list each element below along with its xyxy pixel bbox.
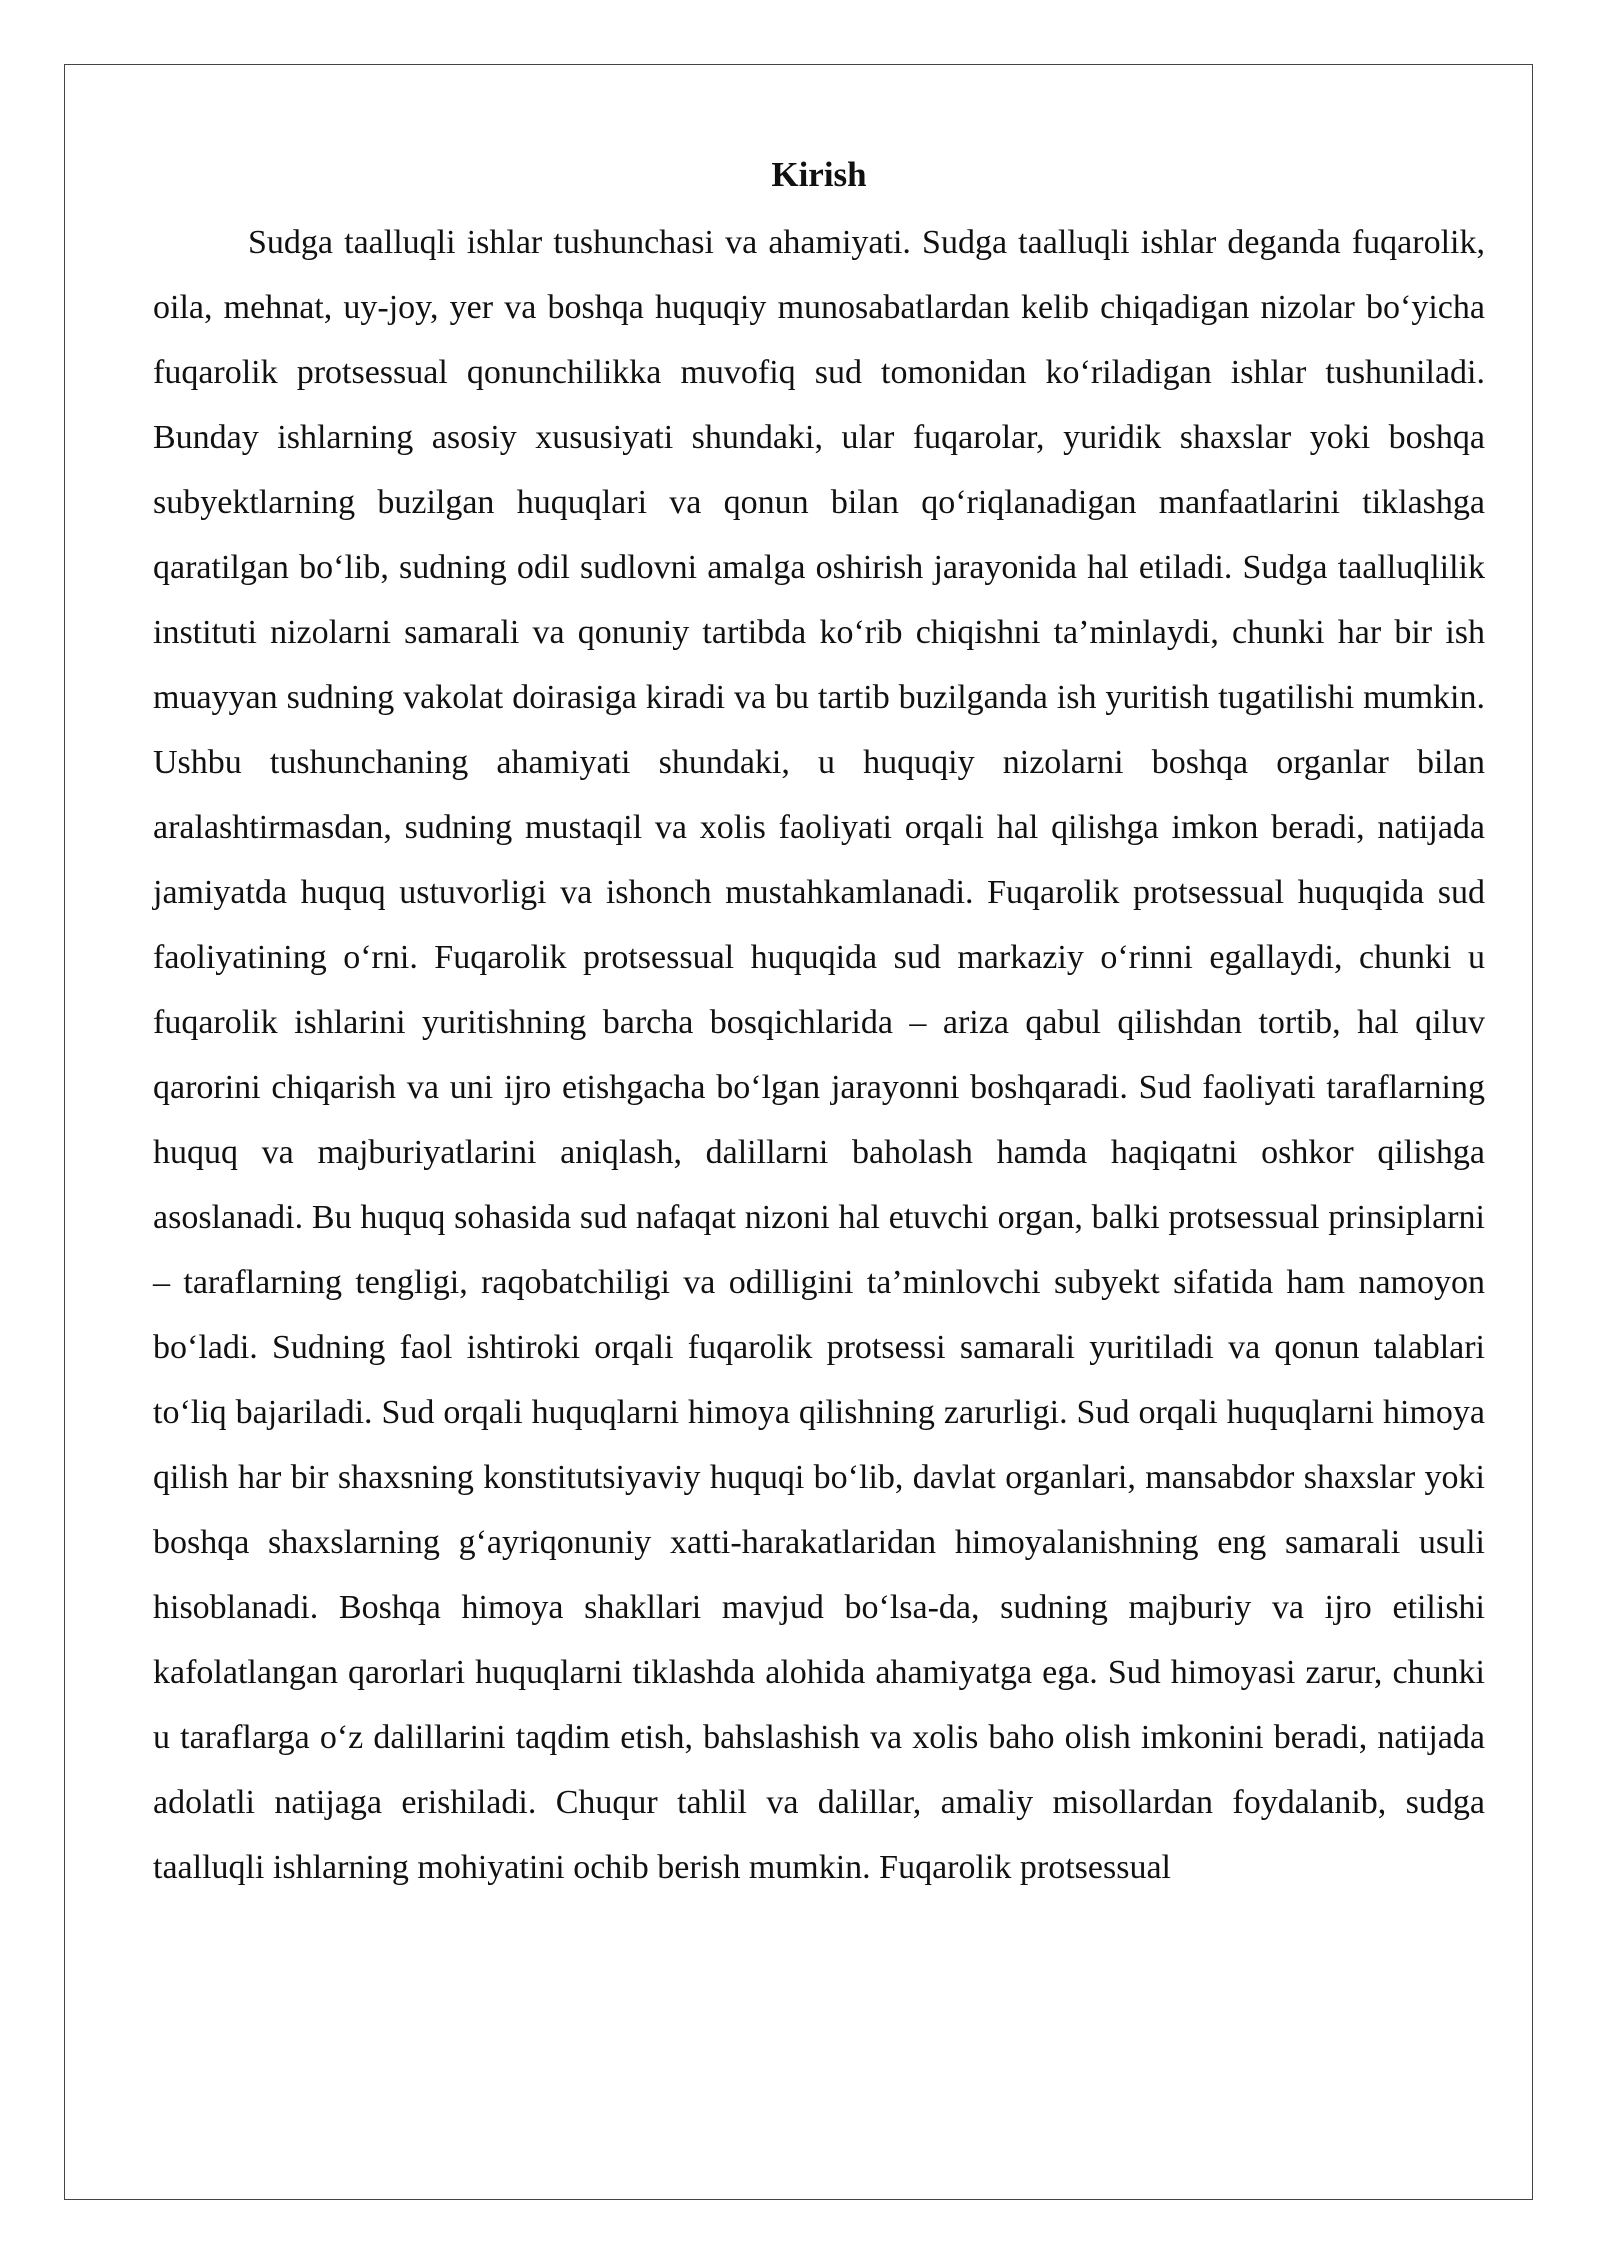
document-title: Kirish — [771, 155, 867, 194]
body-paragraph: Sudga taalluqli ishlar tushunchasi va ahamiyati. Sudga taalluqli ishlar deganda fuqarolik, oila, mehnat, uy-joy, yer va boshqa huquqiy munosabatlardan kelib chiqadigan nizolar bo‘yicha fuqarolik protsessual qonunchilikka muvofiq sud tomonidan ko‘riladigan ishlar tushuniladi. Bunday ishlarning asosiy xususiyati shundaki, ular fuqarolar, yuridik shaxslar yoki boshqa subyektlarning buzilgan huquqlari va qonun bilan qo‘riqlanadigan manfaatlarini tiklashga qaratilgan bo‘lib, sudning odil sudlovni amalga oshirish jarayonida hal etiladi. Sudga taalluqlilik instituti nizolarni samarali va qonuniy tartibda ko‘rib chiqishni ta’minlaydi, chunki har bir ish muayyan sudning vakolat doirasiga kiradi va bu tartib buzilganda ish yuritish tugatilishi mumkin. Ushbu tushunchaning ahamiyati shundaki, u huquqiy nizolarni boshqa organlar bilan aralashtirmasdan, sudning mustaqil va xolis faoliyati orqali hal qilishga imkon beradi, natijada jamiyatda huquq ustuvorligi va ishonch mustahkamlanadi. Fuqarolik protsessual huquqida sud faoliyatining o‘rni. Fuqarolik protsessual huquqida sud markaziy o‘rinni egallaydi, chunki u fuqarolik ishlarini yuritishning barcha bosqichlarida – ariza qabul qilishdan tortib, hal qiluv qarorini chiqarish va uni ijro etishgacha bo‘lgan jarayonni boshqaradi. Sud faoliyati taraflarning huquq va majburiyatlarini aniqlash, dalillarni baholash hamda haqiqatni oshkor qilishga asoslanadi. Bu huquq sohasida sud nafaqat nizoni hal etuvchi organ, balki protsessual prinsiplarni – taraflarning tengligi, raqobatchiligi va odilligini ta’minlovchi subyekt sifatida ham namoyon bo‘ladi. Sudning faol ishtiroki orqali fuqarolik protsessi samarali yuritiladi va qonun talablari to‘liq bajariladi. Sud orqali huquqlarni himoya qilishning zarurligi. Sud orqali huquqlarni himoya qilish har bir shaxsning konstitutsiyaviy huquqi bo‘lib, davlat organlari, mansabdor shaxslar yoki boshqa shaxslarning g‘ayriqonuniy xatti-harakatlaridan himoyalanishning eng samarali usuli hisoblanadi. Boshqa himoya shakllari mavjud bo‘lsa-da, sudning majburiy va ijro etilishi kafolatlangan qarorlari huquqlarni tiklashda alohida ahamiyatga ega. Sud himoyasi zarur, chunki u taraflarga o‘z dalillarini taqdim etish, bahslashish va xolis baho olish imkonini beradi, natijada adolatli natijaga erishiladi. Chuqur tahlil va dalillar, amaliy misollardan foydalanib, sudga taalluqli ishlarning mohiyatini ochib berish mumkin. Fuqarolik protsessual — [153, 224, 1485, 1886]
document-body — [153, 146, 1485, 1900]
